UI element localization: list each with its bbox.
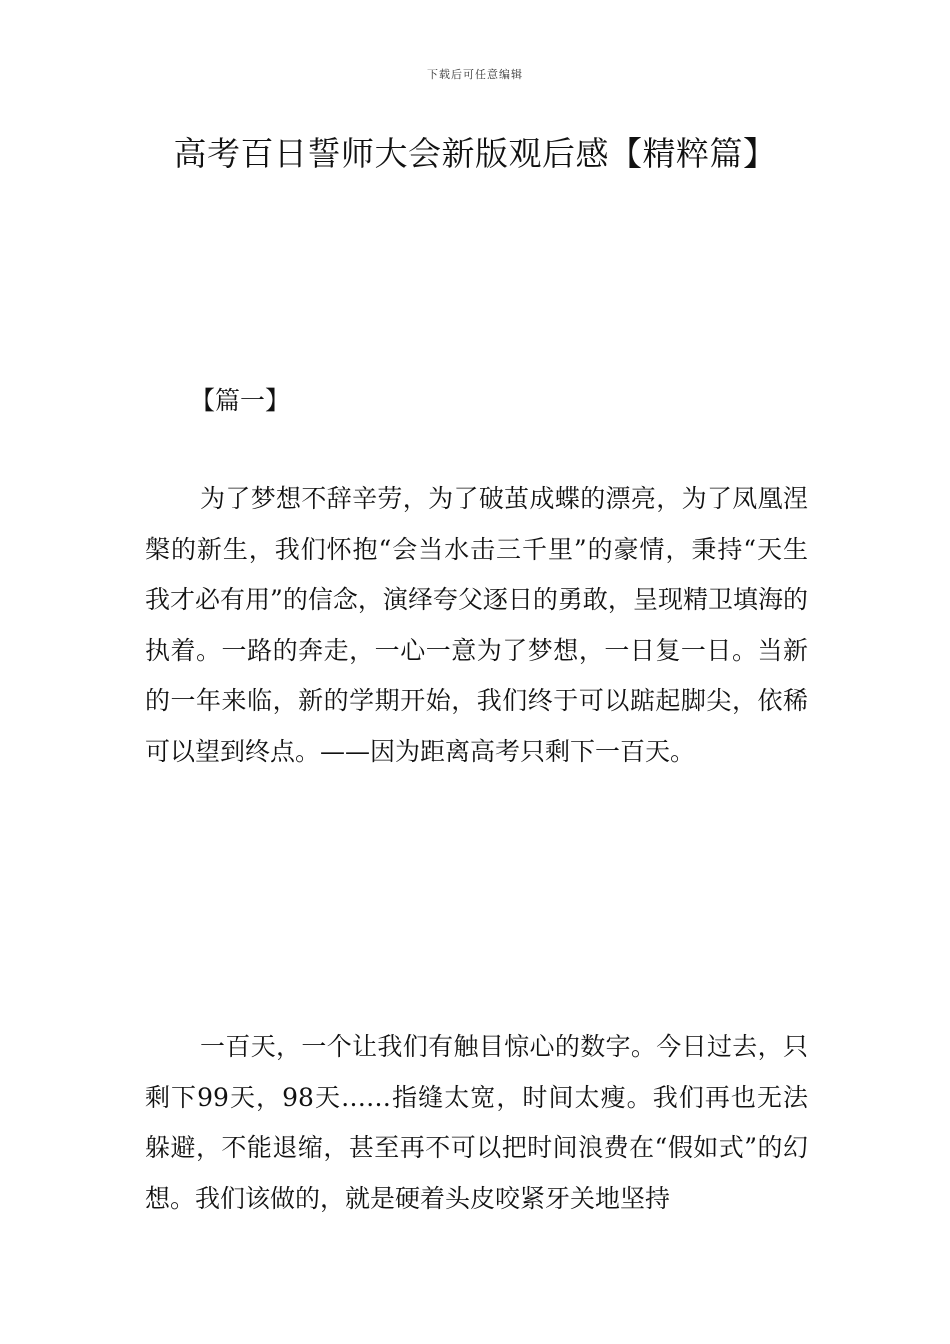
body-paragraph-1: 为了梦想不辞辛劳，为了破茧成蝶的漂亮，为了凤凰涅槃的新生，我们怀抱“会当水击三千里”的豪情，秉持“天生我才必有用”的信念，演绎夸父逐日的勇敢，呈现精卫填海的执着。一路的奔走，一心一意为了梦想，一日复一日。当新的一年来临，新的学期开始，我们终于可以踮起脚尖，依稀可以望到终点。——因为距离高考只剩下一百天。 [145,484,808,766]
body-paragraph-2: 一百天，一个让我们有触目惊心的数字。今日过去，只剩下99天，98天……指缝太宽，时间太瘦。我们再也无法躲避，不能退缩，甚至再不可以把时间浪费在“假如式”的幻想。我们该做的，就是硬着头皮咬紧牙关地坚持 [145,1032,808,1213]
section-heading: 【篇一】 [190,386,291,415]
header-note: 下载后可任意编辑 [427,68,523,81]
document-title: 高考百日誓师大会新版观后感【精粹篇】 [173,134,777,173]
